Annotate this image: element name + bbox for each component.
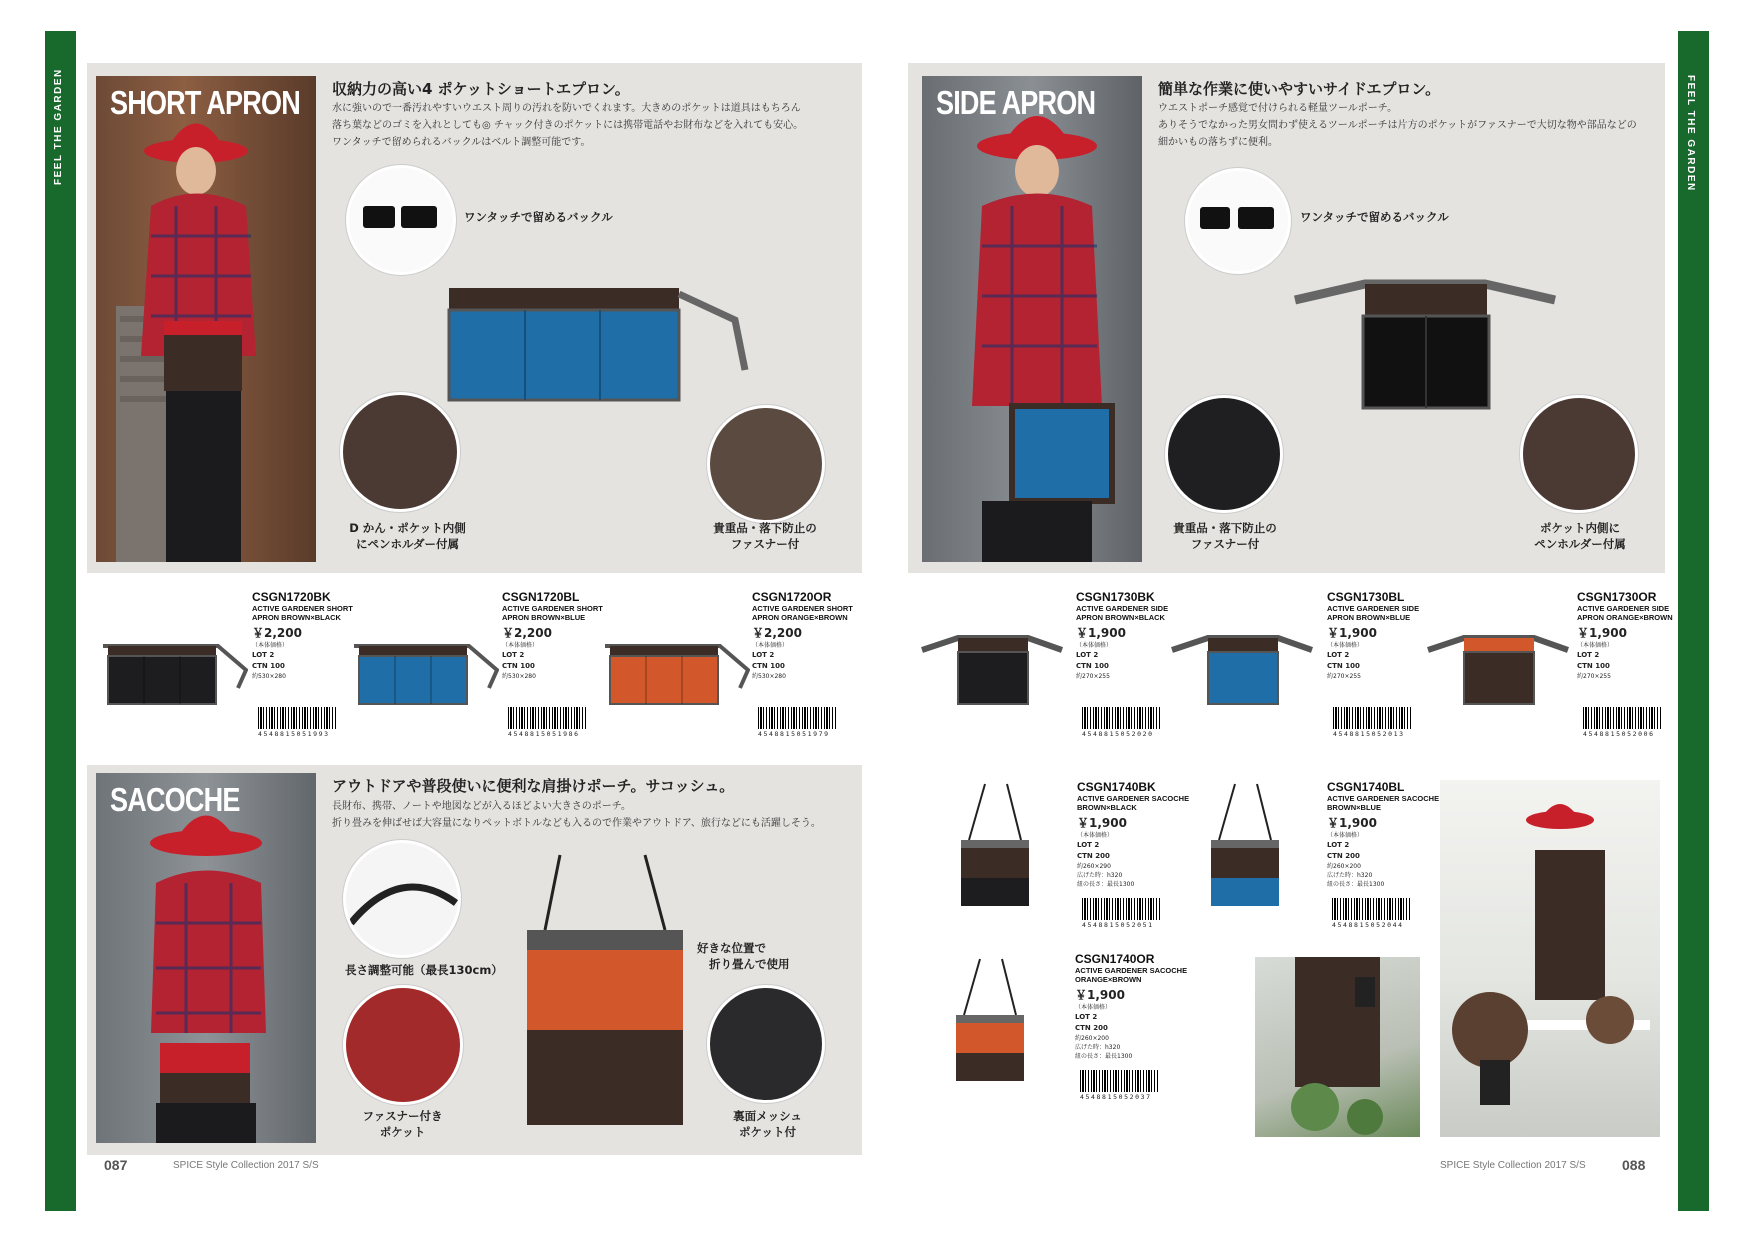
barcode-bars <box>1333 707 1411 729</box>
short-apron-headline: 収納力の高い4 ポケットショートエプロン。 <box>332 80 630 98</box>
product-name-line-1: ACTIVE GARDENER SACOCHE <box>1077 794 1190 803</box>
product-code: CSGN1730BK <box>1076 590 1155 604</box>
product-card-csgn1720bk <box>252 590 353 681</box>
product-size: 約260×290 <box>1077 863 1111 870</box>
product-strap-length: 紐の長さ：最長1300 <box>1077 881 1135 888</box>
side-callout-pen-2: ペンホルダー付属 <box>1534 537 1626 551</box>
product-size: 約530×280 <box>752 673 786 680</box>
sacoche-body-2: 折り畳みを伸ばせば大容量になりペットボトルなども入るので作業やアウトドア、旅行などにも活躍しそう。 <box>332 818 821 829</box>
product-lot: LOT 2 <box>252 651 275 659</box>
product-name-line-1: ACTIVE GARDENER SACOCHE <box>1327 794 1440 803</box>
barcode-number: 4548815051986 <box>508 730 580 738</box>
product-name-line-2: APRON BROWN×BLACK <box>1076 613 1165 622</box>
product-image <box>600 640 750 720</box>
product-name-line-2: BROWN×BLUE <box>1327 803 1381 812</box>
side-apron-title: SIDE APRON <box>936 84 1096 121</box>
product-ctn: CTN 100 <box>1076 662 1109 670</box>
right-green-bar <box>1678 31 1709 1211</box>
product-ctn: CTN 200 <box>1075 1024 1108 1032</box>
product-name-line-1: ACTIVE GARDENER SHORT <box>502 604 603 613</box>
product-image <box>955 780 1035 910</box>
product-image <box>98 640 248 720</box>
product-barcode <box>1080 1070 1158 1102</box>
product-name-line-2: ORANGE×BROWN <box>1075 975 1142 984</box>
sacoche-callout-mesh-1: 裏面メッシュ <box>733 1109 802 1123</box>
product-barcode <box>258 707 336 739</box>
product-tax-note: （本体価格） <box>1077 832 1114 839</box>
product-name-line-2: APRON ORANGE×BROWN <box>752 613 848 622</box>
product-price: ￥1,900 <box>1327 816 1377 830</box>
sacoche-callout-zip-2: ポケット <box>379 1125 426 1139</box>
side-callout-pen-1: ポケット内側に <box>1540 521 1620 535</box>
product-image <box>918 630 1066 710</box>
product-card-csgn1740or <box>1075 952 1187 1061</box>
product-code: CSGN1740BK <box>1077 780 1156 794</box>
product-lot: LOT 2 <box>1077 841 1100 849</box>
side-pen-holder-detail <box>1520 395 1638 513</box>
product-card-csgn1740bk <box>1077 780 1189 889</box>
product-strap-length: 紐の長さ：最長1300 <box>1075 1053 1133 1060</box>
short-apron-body-3: ワンタッチで留められるバックルはベルト調整可能です。 <box>332 137 591 148</box>
product-size: 約260×200 <box>1327 863 1361 870</box>
product-card-csgn1720bl <box>502 590 603 681</box>
short-apron-title: SHORT APRON <box>110 84 300 121</box>
product-price: ￥2,200 <box>252 626 302 640</box>
short-apron-body-1: 水に強いので一番汚れやすいウエスト周りの汚れを防いでくれます。大きめのポケットは道具はもちろん <box>332 103 801 114</box>
product-name-line-1: ACTIVE GARDENER SACOCHE <box>1075 966 1188 975</box>
sacoche-headline: アウトドアや普段使いに便利な肩掛けポーチ。サコッシュ。 <box>332 777 735 795</box>
product-tax-note: （本体価格） <box>752 642 789 649</box>
product-name-line-1: ACTIVE GARDENER SHORT <box>252 604 353 613</box>
product-ctn: CTN 200 <box>1077 852 1110 860</box>
product-size: 約530×280 <box>502 673 536 680</box>
sacoche-model-photo <box>96 773 316 1143</box>
product-name-line-1: ACTIVE GARDENER SIDE <box>1577 604 1670 613</box>
product-price: ￥1,900 <box>1577 626 1627 640</box>
product-barcode <box>1082 898 1160 930</box>
side-zipper-detail <box>1165 395 1283 513</box>
product-size: 約270×255 <box>1327 673 1361 680</box>
product-name-line-2: APRON BROWN×BLUE <box>502 613 586 622</box>
barcode-bars <box>508 707 586 729</box>
product-code: CSGN1720BL <box>502 590 580 604</box>
barcode-number: 4548815052020 <box>1082 730 1154 738</box>
product-tax-note: （本体価格） <box>1075 1004 1112 1011</box>
product-price: ￥1,900 <box>1075 988 1125 1002</box>
barcode-number: 4548815051979 <box>758 730 830 738</box>
product-tax-note: （本体価格） <box>1577 642 1614 649</box>
product-size: 約270×255 <box>1076 673 1110 680</box>
product-lot: LOT 2 <box>1577 651 1600 659</box>
left-catalog-title: SPICE Style Collection 2017 S/S <box>173 1160 319 1171</box>
product-size-open: 広げた時：h320 <box>1075 1044 1121 1051</box>
sacoche-strap-detail <box>343 840 461 958</box>
side-apron-product-large <box>1285 270 1565 415</box>
barcode-bars <box>1080 1070 1158 1092</box>
product-ctn: CTN 100 <box>1577 662 1610 670</box>
short-apron-model-photo <box>96 76 316 562</box>
lifestyle-photo-large <box>1440 780 1660 1137</box>
side-apron-body-3: 細かいもの落ちずに便利。 <box>1158 137 1278 148</box>
barcode-number: 4548815052044 <box>1332 921 1404 929</box>
side-apron-body-2: ありそうでなかった男女問わず使えるツールポーチは片方のポケットがファスナーで大切な物や部品などの <box>1158 120 1637 131</box>
side-label-left: FEEL THE GARDEN <box>53 68 64 185</box>
product-image <box>1168 630 1316 710</box>
short-buckle-detail <box>346 165 456 275</box>
product-size: 約530×280 <box>252 673 286 680</box>
short-callout-zip-1: 貴重品・落下防止の <box>713 521 817 535</box>
short-apron-product-large <box>435 280 765 410</box>
product-name-line-2: APRON BROWN×BLUE <box>1327 613 1411 622</box>
product-name-line-2: APRON BROWN×BLACK <box>252 613 341 622</box>
side-callout-zip-1: 貴重品・落下防止の <box>1173 521 1277 535</box>
product-size-open: 広げた時：h320 <box>1327 872 1373 879</box>
left-page-number: 087 <box>104 1157 128 1173</box>
barcode-number: 4548815052051 <box>1082 921 1154 929</box>
short-zipper-detail <box>707 405 825 523</box>
product-card-csgn1730bl <box>1327 590 1419 681</box>
sacoche-callout-length: 長さ調整可能（最長130cm） <box>345 963 503 977</box>
short-callout-dring-1: D かん・ポケット内側 <box>349 521 466 535</box>
barcode-bars <box>258 707 336 729</box>
product-barcode <box>758 707 836 739</box>
product-ctn: CTN 100 <box>1327 662 1360 670</box>
sacoche-title: SACOCHE <box>110 781 240 818</box>
barcode-number: 4548815052013 <box>1333 730 1405 738</box>
right-catalog-title: SPICE Style Collection 2017 S/S <box>1440 1160 1586 1171</box>
product-size: 約260×200 <box>1075 1035 1109 1042</box>
sacoche-callout-mesh-2: ポケット付 <box>739 1125 796 1139</box>
product-code: CSGN1720OR <box>752 590 832 604</box>
product-ctn: CTN 100 <box>502 662 535 670</box>
product-name-line-1: ACTIVE GARDENER SIDE <box>1076 604 1169 613</box>
product-card-csgn1720or <box>752 590 853 681</box>
barcode-bars <box>1583 707 1661 729</box>
side-buckle-detail <box>1185 168 1291 274</box>
barcode-bars <box>1332 898 1410 920</box>
product-tax-note: （本体価格） <box>1076 642 1113 649</box>
product-card-csgn1730bk <box>1076 590 1168 681</box>
product-code: CSGN1720BK <box>252 590 331 604</box>
short-callout-zip-2: ファスナー付 <box>730 537 800 551</box>
product-price: ￥2,200 <box>502 626 552 640</box>
barcode-number: 4548815052037 <box>1080 1093 1152 1101</box>
side-apron-body-1: ウエストポーチ感覚で付けられる軽量ツールポーチ。 <box>1158 103 1398 114</box>
product-image <box>1424 630 1572 710</box>
product-barcode <box>1332 898 1410 930</box>
sacoche-product-large <box>515 850 695 1130</box>
side-label-right: FEEL THE GARDEN <box>1685 75 1696 192</box>
product-name-line-2: APRON ORANGE×BROWN <box>1577 613 1673 622</box>
product-tax-note: （本体価格） <box>1327 642 1364 649</box>
product-code: CSGN1740OR <box>1075 952 1155 966</box>
right-page-number: 088 <box>1622 1157 1646 1173</box>
lifestyle-photo-small <box>1255 957 1420 1137</box>
product-code: CSGN1730OR <box>1577 590 1657 604</box>
product-strap-length: 紐の長さ：最長1300 <box>1327 881 1385 888</box>
product-name-line-1: ACTIVE GARDENER SIDE <box>1327 604 1420 613</box>
short-callout-dring-2: にペンホルダー付属 <box>355 537 460 551</box>
product-lot: LOT 2 <box>1076 651 1099 659</box>
product-tax-note: （本体価格） <box>1327 832 1364 839</box>
product-barcode <box>1082 707 1160 739</box>
product-price: ￥1,900 <box>1077 816 1127 830</box>
product-lot: LOT 2 <box>502 651 525 659</box>
product-price: ￥1,900 <box>1076 626 1126 640</box>
product-lot: LOT 2 <box>1075 1013 1098 1021</box>
sacoche-callout-zip-1: ファスナー付き <box>362 1109 443 1123</box>
product-name-line-2: BROWN×BLACK <box>1077 803 1137 812</box>
side-callout-buckle: ワンタッチで留めるバックル <box>1300 210 1449 224</box>
product-image <box>950 955 1030 1085</box>
sacoche-callout-fold-2: 折り畳んで使用 <box>709 957 790 971</box>
product-card-csgn1740bl <box>1327 780 1439 889</box>
product-price: ￥1,900 <box>1327 626 1377 640</box>
product-ctn: CTN 200 <box>1327 852 1360 860</box>
sacoche-body-1: 長財布、携帯、ノートや地図などが入るほどよい大きさのポーチ。 <box>332 801 631 812</box>
product-barcode <box>508 707 586 739</box>
barcode-bars <box>1082 707 1160 729</box>
product-image <box>1205 780 1285 910</box>
barcode-number: 4548815052006 <box>1583 730 1655 738</box>
product-size-open: 広げた時：h320 <box>1077 872 1123 879</box>
barcode-bars <box>758 707 836 729</box>
sacoche-mesh-detail <box>707 985 825 1103</box>
product-size: 約270×255 <box>1577 673 1611 680</box>
left-green-bar <box>45 31 76 1211</box>
product-tax-note: （本体価格） <box>252 642 289 649</box>
product-code: CSGN1740BL <box>1327 780 1405 794</box>
product-code: CSGN1730BL <box>1327 590 1405 604</box>
product-name-line-1: ACTIVE GARDENER SHORT <box>752 604 853 613</box>
barcode-number: 4548815051993 <box>258 730 330 738</box>
product-lot: LOT 2 <box>752 651 775 659</box>
product-lot: LOT 2 <box>1327 841 1350 849</box>
product-barcode <box>1583 707 1661 739</box>
barcode-bars <box>1082 898 1160 920</box>
product-card-csgn1730or <box>1577 590 1673 681</box>
short-apron-body-2: 落ち葉などのゴミを入れとしても◎ チャック付きのポケットには携帯電話やお財布などを入れても安心。 <box>332 120 804 131</box>
sacoche-callout-fold-1: 好きな位置で <box>697 941 766 955</box>
sacoche-zipper-detail <box>343 985 463 1105</box>
product-barcode <box>1333 707 1411 739</box>
side-apron-headline: 簡単な作業に使いやすいサイドエプロン。 <box>1158 80 1441 98</box>
product-ctn: CTN 100 <box>752 662 785 670</box>
product-price: ￥2,200 <box>752 626 802 640</box>
product-ctn: CTN 100 <box>252 662 285 670</box>
product-lot: LOT 2 <box>1327 651 1350 659</box>
product-image <box>349 640 499 720</box>
side-callout-zip-2: ファスナー付 <box>1190 537 1260 551</box>
side-apron-model-photo <box>922 76 1142 562</box>
short-callout-buckle: ワンタッチで留めるバックル <box>464 210 613 224</box>
short-pen-holder-detail <box>340 392 460 512</box>
product-tax-note: （本体価格） <box>502 642 539 649</box>
